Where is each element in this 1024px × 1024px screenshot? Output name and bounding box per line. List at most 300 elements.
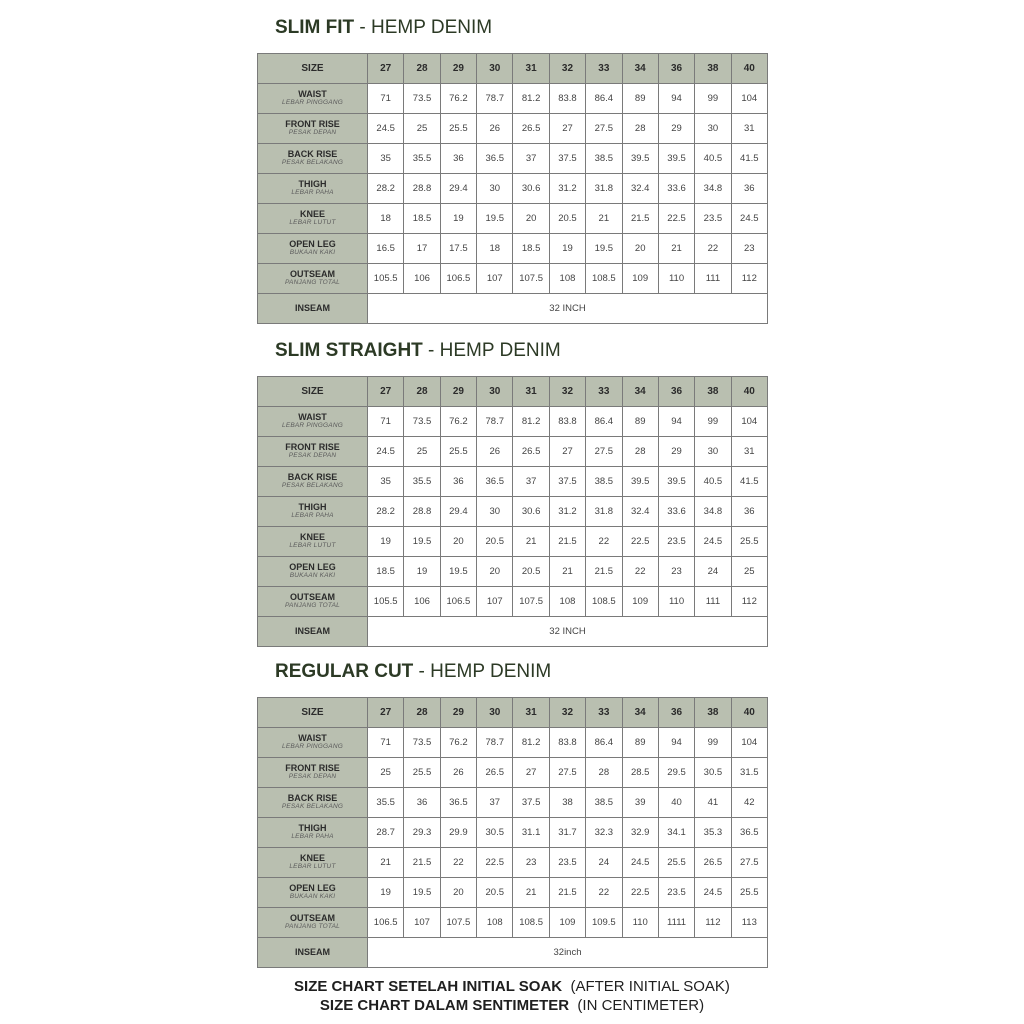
measurement-cell: 29.3 (404, 818, 440, 848)
row-label (258, 84, 368, 114)
size-header-label: SIZE (258, 698, 368, 728)
measurement-cell: 108.5 (586, 264, 622, 294)
row-label (258, 264, 368, 294)
measurement-cell: 76.2 (440, 84, 476, 114)
measurement-cell: 71 (368, 728, 404, 758)
measurement-cell: 36.5 (731, 818, 767, 848)
size-header-cell: 31 (513, 377, 549, 407)
measurement-cell: 27 (513, 758, 549, 788)
measurement-cell: 104 (731, 728, 767, 758)
measurement-cell: 30.6 (513, 174, 549, 204)
measurement-cell: 26.5 (513, 114, 549, 144)
measurement-cell: 104 (731, 84, 767, 114)
inseam-label-cell (258, 617, 368, 647)
measurement-cell: 19 (549, 234, 585, 264)
measurement-cell: 36.5 (477, 467, 513, 497)
measurement-cell: 37 (513, 144, 549, 174)
row-label (258, 407, 368, 437)
measurement-cell: 18 (477, 234, 513, 264)
measurement-cell: 37 (477, 788, 513, 818)
inseam-value: 32 INCH (368, 294, 768, 324)
measurement-cell: 94 (658, 407, 694, 437)
measurement-cell: 32.4 (622, 497, 658, 527)
measurement-cell: 34.8 (695, 497, 731, 527)
measurement-cell: 27 (549, 114, 585, 144)
measurement-cell: 34.1 (658, 818, 694, 848)
measurement-cell: 112 (731, 587, 767, 617)
slim-fit-title-rest: - HEMP DENIM (354, 17, 493, 38)
table-row (258, 818, 768, 848)
measurement-cell: 108 (549, 587, 585, 617)
row-label-indonesian: LEBAR PAHA (291, 188, 334, 196)
measurement-cell: 30 (695, 114, 731, 144)
inseam-row (258, 294, 768, 324)
size-header-cell: 28 (404, 377, 440, 407)
measurement-cell: 19.5 (440, 557, 476, 587)
measurement-cell: 25 (404, 437, 440, 467)
measurement-cell: 20.5 (477, 527, 513, 557)
table-row (258, 527, 768, 557)
measurement-cell: 27.5 (731, 848, 767, 878)
size-header-cell: 32 (549, 698, 585, 728)
measurement-cell: 39.5 (658, 144, 694, 174)
measurement-cell: 22 (586, 878, 622, 908)
row-label-indonesian: LEBAR LUTUT (289, 218, 336, 226)
row-label-indonesian: LEBAR PAHA (291, 511, 334, 519)
measurement-cell: 19 (368, 527, 404, 557)
measurement-cell: 110 (658, 264, 694, 294)
measurement-cell: 21 (513, 527, 549, 557)
measurement-cell: 28.8 (404, 497, 440, 527)
row-label-english: BACK RISE (287, 793, 338, 804)
row-label-indonesian: BUKAAN KAKI (289, 892, 336, 900)
measurement-cell: 26 (477, 437, 513, 467)
row-label-english: FRONT RISE (285, 442, 340, 453)
measurement-cell: 21.5 (549, 878, 585, 908)
measurement-cell: 25.5 (440, 437, 476, 467)
measurement-cell: 107.5 (440, 908, 476, 938)
footer-line-1-rest: (AFTER INITIAL SOAK) (562, 978, 730, 995)
measurement-cell: 1111 (658, 908, 694, 938)
row-label (258, 587, 368, 617)
row-label-indonesian: PANJANG TOTAL (285, 601, 340, 609)
measurement-cell: 22 (622, 557, 658, 587)
measurement-cell: 36.5 (477, 144, 513, 174)
size-header-cell: 29 (440, 698, 476, 728)
row-label-english: WAIST (298, 733, 327, 744)
measurement-cell: 38.5 (586, 788, 622, 818)
measurement-cell: 24.5 (368, 114, 404, 144)
size-header-cell: 33 (586, 698, 622, 728)
measurement-cell: 23.5 (658, 527, 694, 557)
size-header-cell: 28 (404, 698, 440, 728)
measurement-cell: 104 (731, 407, 767, 437)
measurement-cell: 71 (368, 84, 404, 114)
measurement-cell: 31.8 (586, 497, 622, 527)
measurement-cell: 22.5 (622, 527, 658, 557)
measurement-cell: 89 (622, 407, 658, 437)
row-label-english: WAIST (298, 412, 327, 423)
row-label-english: OUTSEAM (290, 592, 335, 603)
inseam-label: INSEAM (294, 625, 330, 636)
row-label (258, 467, 368, 497)
measurement-cell: 30.5 (477, 818, 513, 848)
measurement-cell: 29 (658, 114, 694, 144)
measurement-cell: 109 (622, 587, 658, 617)
measurement-cell: 30 (695, 437, 731, 467)
measurement-cell: 23 (513, 848, 549, 878)
measurement-cell: 73.5 (404, 407, 440, 437)
regular-cut-size-table (257, 697, 768, 968)
measurement-cell: 86.4 (586, 84, 622, 114)
measurement-cell: 18 (368, 204, 404, 234)
measurement-cell: 28 (622, 437, 658, 467)
row-label (258, 527, 368, 557)
measurement-cell: 39.5 (622, 467, 658, 497)
table-row (258, 234, 768, 264)
measurement-cell: 78.7 (477, 407, 513, 437)
table-row (258, 497, 768, 527)
row-label-english: OPEN LEG (289, 239, 336, 250)
measurement-cell: 83.8 (549, 407, 585, 437)
table-row (258, 174, 768, 204)
measurement-cell: 27.5 (586, 114, 622, 144)
measurement-cell: 110 (622, 908, 658, 938)
measurement-cell: 73.5 (404, 728, 440, 758)
table-row (258, 407, 768, 437)
measurement-cell: 18.5 (404, 204, 440, 234)
measurement-cell: 20 (622, 234, 658, 264)
measurement-cell: 35 (368, 144, 404, 174)
table-row (258, 587, 768, 617)
measurement-cell: 21.5 (549, 527, 585, 557)
measurement-cell: 20 (440, 878, 476, 908)
slim-straight-size-table (257, 376, 768, 647)
measurement-cell: 106 (404, 264, 440, 294)
footer-line-2-bold: SIZE CHART DALAM SENTIMETER (319, 997, 570, 1014)
size-header-cell: 38 (695, 377, 731, 407)
measurement-cell: 35.5 (368, 788, 404, 818)
measurement-cell: 37.5 (549, 467, 585, 497)
measurement-cell: 112 (731, 264, 767, 294)
row-label-indonesian: LEBAR PINGGANG (282, 421, 343, 429)
measurement-cell: 28.8 (404, 174, 440, 204)
measurement-cell: 26.5 (695, 848, 731, 878)
measurement-cell: 21 (658, 234, 694, 264)
row-label-indonesian: PESAK DEPAN (288, 772, 337, 780)
measurement-cell: 89 (622, 728, 658, 758)
measurement-cell: 19 (440, 204, 476, 234)
measurement-cell: 28.2 (368, 174, 404, 204)
measurement-cell: 23 (658, 557, 694, 587)
size-header-cell: 36 (658, 54, 694, 84)
size-header-cell: 33 (586, 377, 622, 407)
size-header-cell: 28 (404, 54, 440, 84)
measurement-cell: 42 (731, 788, 767, 818)
table-row (258, 728, 768, 758)
row-label (258, 234, 368, 264)
measurement-cell: 94 (658, 84, 694, 114)
size-header-cell: 40 (731, 377, 767, 407)
row-label (258, 908, 368, 938)
table-header-row (258, 698, 768, 728)
slim-fit-size-table (257, 53, 768, 324)
measurement-cell: 106 (404, 587, 440, 617)
row-label-english: THIGH (298, 502, 327, 513)
row-label (258, 497, 368, 527)
measurement-cell: 33.6 (658, 174, 694, 204)
measurement-cell: 36 (440, 144, 476, 174)
measurement-cell: 31.5 (731, 758, 767, 788)
row-label-english: BACK RISE (287, 149, 338, 160)
slim-straight-title (275, 340, 561, 362)
row-label-indonesian: PESAK BELAKANG (281, 158, 344, 166)
size-header-cell: 31 (513, 698, 549, 728)
table-row (258, 84, 768, 114)
measurement-cell: 38 (549, 788, 585, 818)
measurement-cell: 31 (731, 114, 767, 144)
inseam-label-cell (258, 294, 368, 324)
size-header-cell: 27 (368, 377, 404, 407)
measurement-cell: 31.7 (549, 818, 585, 848)
footer-line-2-rest: (IN CENTIMETER) (569, 997, 705, 1014)
row-label-english: BACK RISE (287, 472, 338, 483)
measurement-cell: 26 (477, 114, 513, 144)
measurement-cell: 109.5 (586, 908, 622, 938)
measurement-cell: 20 (513, 204, 549, 234)
row-label-indonesian: PESAK BELAKANG (281, 481, 344, 489)
row-label-english: THIGH (298, 823, 327, 834)
measurement-cell: 36 (731, 497, 767, 527)
measurement-cell: 76.2 (440, 728, 476, 758)
measurement-cell: 25.5 (404, 758, 440, 788)
measurement-cell: 30 (477, 497, 513, 527)
row-label-english: KNEE (299, 532, 325, 543)
measurement-cell: 35.5 (404, 144, 440, 174)
measurement-cell: 30.6 (513, 497, 549, 527)
row-label (258, 788, 368, 818)
row-label-indonesian: PANJANG TOTAL (285, 922, 340, 930)
inseam-label-cell (258, 938, 368, 968)
row-label-english: THIGH (298, 179, 327, 190)
row-label (258, 174, 368, 204)
size-header-cell: 27 (368, 54, 404, 84)
measurement-cell: 25 (368, 758, 404, 788)
slim-straight-title-bold: SLIM STRAIGHT (275, 340, 423, 361)
row-label-indonesian: LEBAR LUTUT (289, 541, 336, 549)
measurement-cell: 31 (731, 437, 767, 467)
measurement-cell: 29.9 (440, 818, 476, 848)
measurement-cell: 78.7 (477, 84, 513, 114)
measurement-cell: 29.5 (658, 758, 694, 788)
measurement-cell: 108 (477, 908, 513, 938)
measurement-cell: 106.5 (368, 908, 404, 938)
size-header-cell: 29 (440, 377, 476, 407)
table-row (258, 144, 768, 174)
measurement-cell: 25.5 (731, 878, 767, 908)
slim-fit-title (275, 17, 492, 39)
measurement-cell: 27.5 (586, 437, 622, 467)
measurement-cell: 35 (368, 467, 404, 497)
measurement-cell: 19.5 (477, 204, 513, 234)
measurement-cell: 16.5 (368, 234, 404, 264)
row-label-indonesian: LEBAR LUTUT (289, 862, 336, 870)
measurement-cell: 108.5 (513, 908, 549, 938)
measurement-cell: 107 (404, 908, 440, 938)
measurement-cell: 23.5 (695, 204, 731, 234)
footer-line-1 (0, 977, 1024, 996)
measurement-cell: 109 (622, 264, 658, 294)
measurement-cell: 29.4 (440, 497, 476, 527)
row-label-english: OPEN LEG (289, 883, 336, 894)
measurement-cell: 34.8 (695, 174, 731, 204)
table-row (258, 467, 768, 497)
measurement-cell: 83.8 (549, 84, 585, 114)
measurement-cell: 24.5 (695, 878, 731, 908)
measurement-cell: 108 (549, 264, 585, 294)
size-header-cell: 38 (695, 54, 731, 84)
row-label-indonesian: BUKAAN KAKI (289, 571, 336, 579)
measurement-cell: 24.5 (695, 527, 731, 557)
measurement-cell: 28.2 (368, 497, 404, 527)
measurement-cell: 86.4 (586, 728, 622, 758)
measurement-cell: 28.5 (622, 758, 658, 788)
slim-fit-title-bold: SLIM FIT (275, 17, 355, 38)
measurement-cell: 35.5 (404, 467, 440, 497)
measurement-cell: 110 (658, 587, 694, 617)
measurement-cell: 27.5 (549, 758, 585, 788)
measurement-cell: 19 (404, 557, 440, 587)
measurement-cell: 105.5 (368, 264, 404, 294)
measurement-cell: 39.5 (622, 144, 658, 174)
table-row (258, 557, 768, 587)
measurement-cell: 23 (731, 234, 767, 264)
row-label (258, 204, 368, 234)
measurement-cell: 36 (440, 467, 476, 497)
measurement-cell: 35.3 (695, 818, 731, 848)
row-label-indonesian: LEBAR PINGGANG (282, 742, 343, 750)
row-label-english: OUTSEAM (290, 913, 335, 924)
measurement-cell: 31.8 (586, 174, 622, 204)
measurement-cell: 18.5 (368, 557, 404, 587)
measurement-cell: 40 (658, 788, 694, 818)
measurement-cell: 41.5 (731, 467, 767, 497)
row-label-english: KNEE (299, 853, 325, 864)
row-label (258, 728, 368, 758)
row-label-english: FRONT RISE (285, 763, 340, 774)
measurement-cell: 21 (586, 204, 622, 234)
size-header-cell: 40 (731, 54, 767, 84)
regular-cut-title-bold: REGULAR CUT (275, 661, 414, 682)
table-row (258, 908, 768, 938)
row-label-indonesian: PESAK DEPAN (288, 451, 337, 459)
table-row (258, 264, 768, 294)
measurement-cell: 21.5 (404, 848, 440, 878)
size-header-cell: 36 (658, 698, 694, 728)
measurement-cell: 20 (440, 527, 476, 557)
measurement-cell: 21 (368, 848, 404, 878)
measurement-cell: 23.5 (658, 878, 694, 908)
size-header-cell: 32 (549, 54, 585, 84)
measurement-cell: 37.5 (549, 144, 585, 174)
regular-cut-title (275, 661, 551, 683)
slim-straight-title-rest: - HEMP DENIM (422, 340, 561, 361)
row-label-english: KNEE (299, 209, 325, 220)
measurement-cell: 28.7 (368, 818, 404, 848)
measurement-cell: 25.5 (658, 848, 694, 878)
table-row (258, 437, 768, 467)
footer-notes (0, 977, 1024, 1015)
measurement-cell: 19.5 (404, 527, 440, 557)
measurement-cell: 22.5 (622, 878, 658, 908)
row-label-english: WAIST (298, 89, 327, 100)
size-header-cell: 40 (731, 698, 767, 728)
measurement-cell: 107.5 (513, 587, 549, 617)
measurement-cell: 30 (477, 174, 513, 204)
measurement-cell: 21 (513, 878, 549, 908)
measurement-cell: 40.5 (695, 467, 731, 497)
measurement-cell: 105.5 (368, 587, 404, 617)
size-header-cell: 34 (622, 377, 658, 407)
size-header-cell: 33 (586, 54, 622, 84)
inseam-label: INSEAM (294, 946, 330, 957)
measurement-cell: 40.5 (695, 144, 731, 174)
size-header-cell: 34 (622, 698, 658, 728)
measurement-cell: 39 (622, 788, 658, 818)
measurement-cell: 20.5 (477, 878, 513, 908)
measurement-cell: 22.5 (477, 848, 513, 878)
measurement-cell: 36 (731, 174, 767, 204)
measurement-cell: 109 (549, 908, 585, 938)
row-label-indonesian: PESAK BELAKANG (281, 802, 344, 810)
table-header-row (258, 377, 768, 407)
measurement-cell: 26.5 (477, 758, 513, 788)
inseam-row (258, 617, 768, 647)
table-row (258, 114, 768, 144)
size-header-cell: 38 (695, 698, 731, 728)
inseam-label: INSEAM (294, 302, 330, 313)
measurement-cell: 71 (368, 407, 404, 437)
table-row (258, 204, 768, 234)
measurement-cell: 106.5 (440, 587, 476, 617)
measurement-cell: 37.5 (513, 788, 549, 818)
measurement-cell: 22 (586, 527, 622, 557)
measurement-cell: 99 (695, 84, 731, 114)
size-header-cell: 30 (477, 54, 513, 84)
table-row (258, 758, 768, 788)
table-row (258, 788, 768, 818)
measurement-cell: 112 (695, 908, 731, 938)
measurement-cell: 86.4 (586, 407, 622, 437)
measurement-cell: 32.3 (586, 818, 622, 848)
measurement-cell: 26.5 (513, 437, 549, 467)
measurement-cell: 22 (695, 234, 731, 264)
size-header-cell: 27 (368, 698, 404, 728)
measurement-cell: 99 (695, 728, 731, 758)
measurement-cell: 17 (404, 234, 440, 264)
measurement-cell: 19.5 (586, 234, 622, 264)
row-label-indonesian: PANJANG TOTAL (285, 278, 340, 286)
measurement-cell: 24.5 (731, 204, 767, 234)
table-row (258, 848, 768, 878)
measurement-cell: 25 (404, 114, 440, 144)
measurement-cell: 31.1 (513, 818, 549, 848)
row-label-english: FRONT RISE (285, 119, 340, 130)
inseam-value: 32inch (368, 938, 768, 968)
row-label (258, 818, 368, 848)
measurement-cell: 24 (586, 848, 622, 878)
size-header-cell: 32 (549, 377, 585, 407)
